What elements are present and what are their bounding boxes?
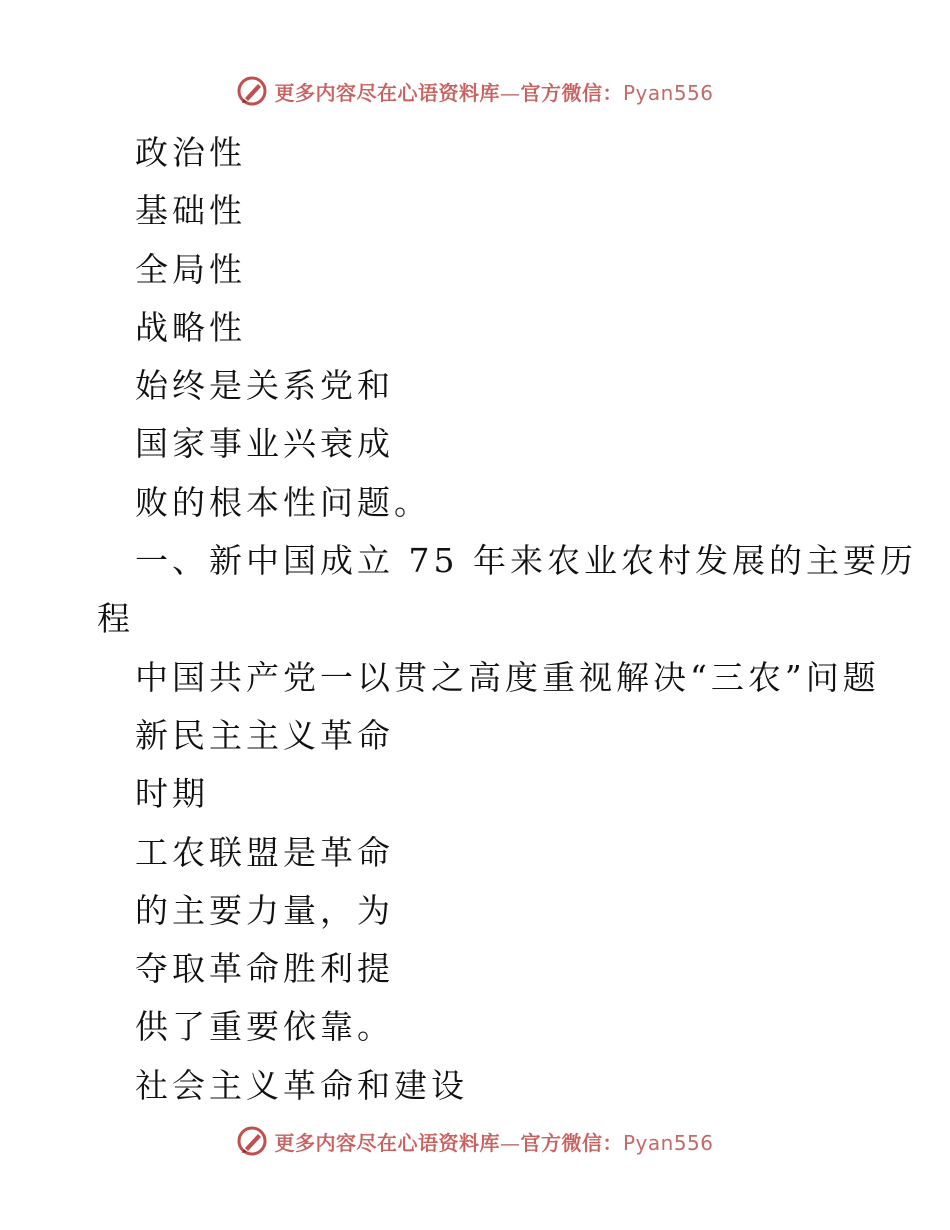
text-line: 社会主义革命和建设	[135, 1065, 468, 1105]
footer-watermark	[0, 1121, 950, 1161]
text-line: 全局性	[135, 249, 246, 289]
watermark-id: Pyan556	[622, 80, 714, 105]
text-line: 工农联盟是革命	[135, 832, 394, 872]
watermark-separator: —	[499, 1130, 521, 1155]
section-heading-continuation: 程	[97, 599, 134, 639]
text-line: 的主要力量，为	[135, 890, 394, 930]
watermark-main: 更多内容尽在心语资料库	[274, 1130, 500, 1155]
watermark-main: 更多内容尽在心语资料库	[274, 80, 500, 105]
text-line: 供了重要依靠。	[135, 1007, 394, 1047]
watermark-label: 官方微信：	[520, 80, 623, 105]
header-watermark	[0, 71, 950, 111]
section-heading: 一、新中国成立 75 年来农业农村发展的主要历	[135, 541, 917, 581]
document-body	[97, 124, 917, 1115]
text-line: 夺取革命胜利提	[135, 949, 394, 989]
watermark-text	[274, 1127, 713, 1156]
watermark-id: Pyan556	[622, 1130, 714, 1155]
text-line: 基础性	[135, 191, 246, 231]
text-line: 时期	[135, 774, 209, 814]
text-line: 国家事业兴衰成	[135, 424, 394, 464]
watermark-text	[274, 77, 713, 106]
text-line: 始终是关系党和	[135, 366, 394, 406]
text-line: 败的根本性问题。	[135, 482, 431, 522]
text-line: 政治性	[135, 133, 246, 172]
watermark-separator: —	[499, 80, 521, 105]
pen-logo-icon	[236, 75, 268, 107]
subheading: 中国共产党一以贯之高度重视解决“三农”问题	[135, 657, 880, 697]
watermark-label: 官方微信：	[520, 1130, 623, 1155]
text-line: 新民主主义革命	[135, 715, 394, 755]
text-line: 战略性	[135, 307, 246, 347]
pen-logo-icon	[236, 1125, 268, 1157]
